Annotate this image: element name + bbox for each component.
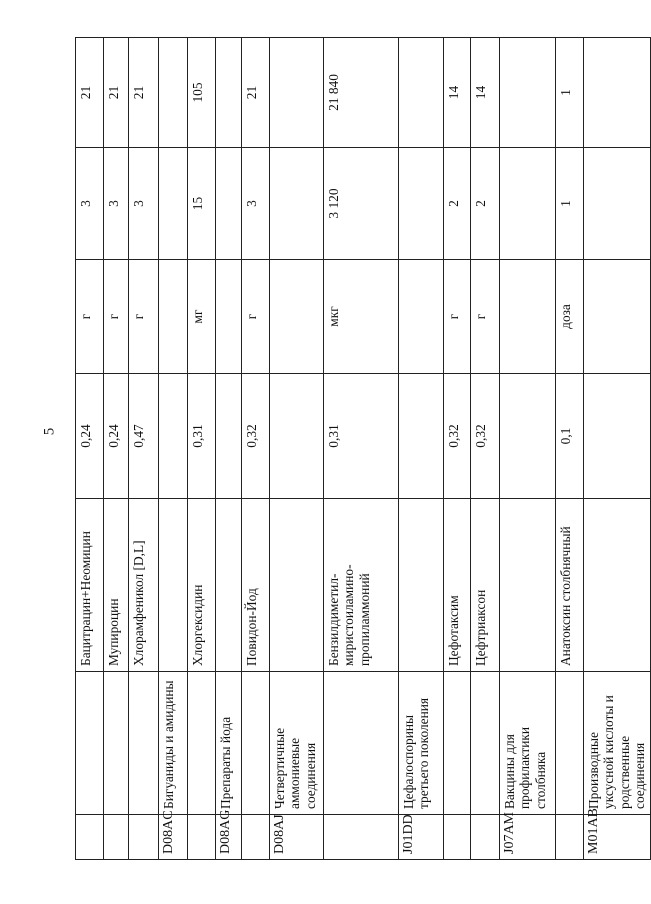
- cell-unit: г: [104, 260, 129, 374]
- table-row: [159, 38, 188, 860]
- cell-code: J01DD: [399, 815, 444, 860]
- cell-course-dose: 21: [76, 38, 104, 148]
- cell-unit: мкг: [324, 260, 399, 374]
- table-row: [324, 38, 399, 860]
- cell-course-dose: 21: [242, 38, 270, 148]
- cell-group: Четвертичные аммониевые соединения: [270, 672, 324, 815]
- cell-group: [104, 672, 129, 815]
- cell-unit: [159, 260, 188, 374]
- cell-rate: 0,24: [104, 374, 129, 499]
- cell-rate: 0,32: [444, 374, 471, 499]
- cell-code: [129, 815, 159, 860]
- cell-unit: г: [242, 260, 270, 374]
- cell-daily-dose: 3 120: [324, 148, 399, 260]
- cell-unit: г: [444, 260, 471, 374]
- cell-rate: [500, 374, 556, 499]
- cell-course-dose: [500, 38, 556, 148]
- page-number: 5: [41, 427, 58, 436]
- cell-drug-name: Хлоргексидин: [188, 499, 216, 672]
- cell-unit: [216, 260, 242, 374]
- cell-drug-name: Цефтриаксон: [471, 499, 500, 672]
- cell-code: [444, 815, 471, 860]
- cell-code: D08AG: [216, 815, 242, 860]
- cell-daily-dose: [500, 148, 556, 260]
- cell-code: D08AJ: [270, 815, 324, 860]
- cell-course-dose: [584, 38, 651, 148]
- cell-group: Бигуаниды и амидины: [159, 672, 188, 815]
- cell-code: [104, 815, 129, 860]
- table-row: [76, 38, 104, 860]
- cell-course-dose: [216, 38, 242, 148]
- cell-unit: г: [471, 260, 500, 374]
- cell-daily-dose: 2: [444, 148, 471, 260]
- cell-group: [76, 672, 104, 815]
- cell-course-dose: 21 840: [324, 38, 399, 148]
- cell-course-dose: 21: [104, 38, 129, 148]
- cell-drug-name: [399, 499, 444, 672]
- cell-rate: 0,32: [242, 374, 270, 499]
- rotated-page-area: [75, 38, 648, 860]
- cell-code: [324, 815, 399, 860]
- table-row: [216, 38, 242, 860]
- cell-unit: [500, 260, 556, 374]
- table-row: [270, 38, 324, 860]
- table-row: [188, 38, 216, 860]
- cell-unit: мг: [188, 260, 216, 374]
- cell-code: J07AM: [500, 815, 556, 860]
- table-row: [399, 38, 444, 860]
- cell-rate: 0,31: [188, 374, 216, 499]
- table-row: [129, 38, 159, 860]
- cell-unit: г: [129, 260, 159, 374]
- cell-course-dose: 14: [444, 38, 471, 148]
- cell-rate: 0,24: [76, 374, 104, 499]
- table-row: [104, 38, 129, 860]
- cell-drug-name: Анатоксин столбнячный: [556, 499, 584, 672]
- table-row: [444, 38, 471, 860]
- cell-unit: [584, 260, 651, 374]
- cell-code: M01AB: [584, 815, 651, 860]
- cell-group: [188, 672, 216, 815]
- cell-group: [471, 672, 500, 815]
- cell-drug-name: [500, 499, 556, 672]
- cell-drug-name: Повидон-Йод: [242, 499, 270, 672]
- cell-daily-dose: 3: [104, 148, 129, 260]
- cell-drug-name: Цефотаксим: [444, 499, 471, 672]
- cell-daily-dose: [584, 148, 651, 260]
- cell-daily-dose: [216, 148, 242, 260]
- cell-daily-dose: [159, 148, 188, 260]
- cell-drug-name: [159, 499, 188, 672]
- cell-code: [242, 815, 270, 860]
- cell-drug-name: [270, 499, 324, 672]
- cell-group: [444, 672, 471, 815]
- cell-course-dose: 1: [556, 38, 584, 148]
- cell-group: Препараты йода: [216, 672, 242, 815]
- cell-drug-name: [584, 499, 651, 672]
- cell-rate: [399, 374, 444, 499]
- cell-rate: 0,31: [324, 374, 399, 499]
- cell-daily-dose: [399, 148, 444, 260]
- cell-unit: г: [76, 260, 104, 374]
- cell-rate: [584, 374, 651, 499]
- cell-course-dose: [270, 38, 324, 148]
- cell-drug-name: Бензилдиметил-миристоиламино-пропиламмоний: [324, 499, 399, 672]
- cell-code: [188, 815, 216, 860]
- cell-code: [471, 815, 500, 860]
- table-row: [500, 38, 556, 860]
- cell-group: [242, 672, 270, 815]
- cell-drug-name: Бацитрацин+Неомицин: [76, 499, 104, 672]
- cell-course-dose: 21: [129, 38, 159, 148]
- cell-unit: доза: [556, 260, 584, 374]
- cell-daily-dose: [270, 148, 324, 260]
- cell-drug-name: Мупироцин: [104, 499, 129, 672]
- cell-daily-dose: 2: [471, 148, 500, 260]
- table-row: [471, 38, 500, 860]
- cell-rate: [159, 374, 188, 499]
- cell-group: Вакцины для профилактики столбняка: [500, 672, 556, 815]
- drug-table: [75, 37, 651, 860]
- table-row: [556, 38, 584, 860]
- cell-drug-name: Хлорамфеникол [D,L]: [129, 499, 159, 672]
- cell-rate: [216, 374, 242, 499]
- cell-drug-name: [216, 499, 242, 672]
- cell-course-dose: 14: [471, 38, 500, 148]
- cell-daily-dose: 3: [242, 148, 270, 260]
- cell-course-dose: 105: [188, 38, 216, 148]
- cell-daily-dose: 3: [76, 148, 104, 260]
- cell-group: Цефалоспорины третьего поколения: [399, 672, 444, 815]
- cell-daily-dose: 3: [129, 148, 159, 260]
- cell-unit: [270, 260, 324, 374]
- cell-group: [556, 672, 584, 815]
- cell-rate: 0,1: [556, 374, 584, 499]
- cell-group: [129, 672, 159, 815]
- cell-group: [324, 672, 399, 815]
- cell-daily-dose: 15: [188, 148, 216, 260]
- cell-code: D08AC: [159, 815, 188, 860]
- cell-course-dose: [399, 38, 444, 148]
- cell-daily-dose: 1: [556, 148, 584, 260]
- cell-unit: [399, 260, 444, 374]
- cell-course-dose: [159, 38, 188, 148]
- cell-code: [556, 815, 584, 860]
- cell-code: [76, 815, 104, 860]
- cell-rate: 0,47: [129, 374, 159, 499]
- table-row: [242, 38, 270, 860]
- table-row: [584, 38, 651, 860]
- cell-rate: [270, 374, 324, 499]
- cell-group: Производные уксусной кислоты и родственные соединения: [584, 672, 651, 815]
- cell-rate: 0,32: [471, 374, 500, 499]
